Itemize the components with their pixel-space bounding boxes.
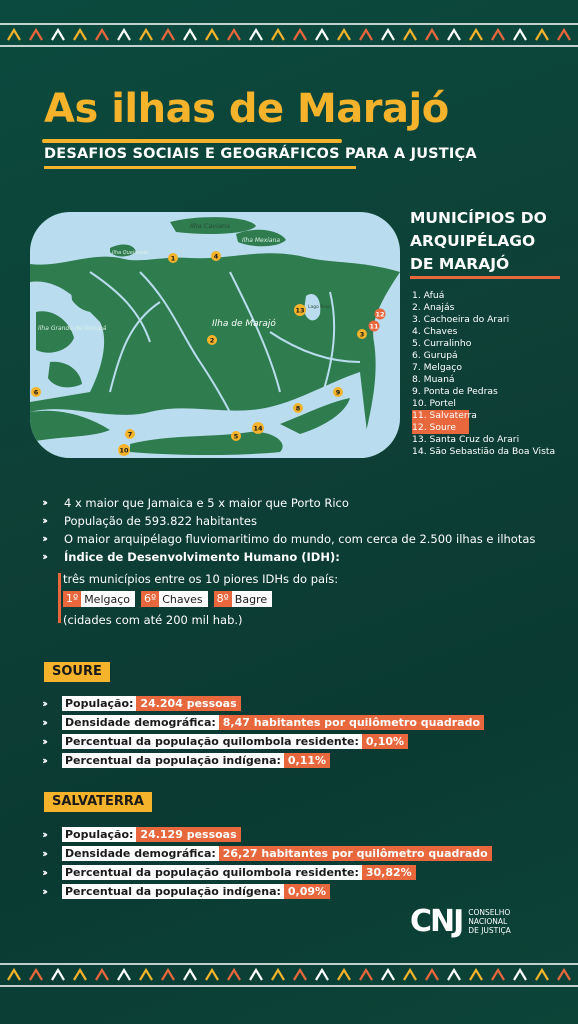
municipios-title xyxy=(410,207,547,276)
chevron-right-icon: ›› xyxy=(42,827,46,841)
soure-stat-row: ›› Percentual da população indígena: 0,11% xyxy=(42,752,330,768)
list-item: 14. São Sebastião da Boa Vista xyxy=(412,446,556,457)
label-queimada: Ilha Queimada xyxy=(112,250,149,256)
soure-tag: SOURE xyxy=(44,662,110,682)
map-marker-6 xyxy=(31,387,41,397)
cnj-logo-text: CONSELHO NACIONAL DE JUSTIÇA xyxy=(468,908,511,935)
marajo-map xyxy=(30,212,400,458)
svg-text:10: 10 xyxy=(119,446,129,455)
list-item: 9. Ponta de Pedras xyxy=(412,386,498,397)
chevron-right-icon: ›› xyxy=(42,753,46,767)
list-item: 6. Gurupá xyxy=(412,350,458,361)
chevron-right-icon: ›› xyxy=(42,884,46,898)
map-marker-4 xyxy=(211,251,221,261)
list-item: 3. Cachoeira do Arari xyxy=(412,314,510,325)
idh-chip: 8º Bagre xyxy=(214,591,273,607)
subtitle-underline xyxy=(44,166,356,169)
label-lago: Lago Arari xyxy=(308,305,332,310)
fact-item: ›› 4 x maior que Jamaica e 5 x maior que Porto Rico xyxy=(42,496,349,510)
idh-chips xyxy=(63,591,272,607)
chevron-right-icon: ›› xyxy=(42,734,46,748)
facts-list xyxy=(42,494,535,566)
municipios-title-line1: MUNICÍPIOS DO xyxy=(410,209,547,227)
map-marker-3 xyxy=(357,329,367,339)
salvaterra-tag: SALVATERRA xyxy=(44,792,152,812)
soure-stat-row: ›› População: 24.204 pessoas xyxy=(42,695,241,711)
svg-text:3: 3 xyxy=(359,330,365,339)
map-marker-8 xyxy=(293,403,303,413)
svg-text:13: 13 xyxy=(295,306,305,315)
map-marker-2 xyxy=(207,335,217,345)
svg-text:14: 14 xyxy=(253,424,263,433)
list-item: 8. Muaná xyxy=(412,374,455,385)
salvaterra-stat-row: ›› Densidade demográfica: 26,27 habitantes por quilômetro quadrado xyxy=(42,845,492,861)
svg-text:6: 6 xyxy=(33,388,39,397)
map-marker-14 xyxy=(252,422,264,434)
chevron-right-icon: ›› xyxy=(42,550,46,563)
list-item-highlight: 11. Salvaterra xyxy=(412,410,477,421)
label-marajo: Ilha de Marajó xyxy=(212,319,276,329)
chevron-right-icon: ›› xyxy=(42,496,46,509)
soure-stat-row: ›› Densidade demográfica: 8,47 habitantes por quilômetro quadrado xyxy=(42,714,484,730)
map-marker-11 xyxy=(369,321,380,332)
list-item: 10. Portel xyxy=(412,398,456,409)
svg-text:7: 7 xyxy=(127,430,133,439)
svg-text:4: 4 xyxy=(213,252,219,261)
salvaterra-stat-row: ›› Percentual da população quilombola residente: 30,82% xyxy=(42,864,416,880)
list-item-highlight: 12. Soure xyxy=(412,422,469,434)
list-item: 5. Curralinho xyxy=(412,338,472,349)
municipios-list xyxy=(412,290,555,458)
chevron-right-icon: ›› xyxy=(42,514,46,527)
fact-item: ›› O maior arquipélago fluviomaritimo do mundo, com cerca de 2.500 ilhas e ilhotas xyxy=(42,532,536,546)
idh-chip: 6º Chaves xyxy=(141,591,208,607)
map-marker-1 xyxy=(168,253,178,263)
svg-text:1: 1 xyxy=(170,254,176,263)
chevron-right-icon: ›› xyxy=(42,696,46,710)
idh-note: (cidades com até 200 mil hab.) xyxy=(63,613,243,627)
map-marker-9 xyxy=(333,387,343,397)
bottom-pattern-border xyxy=(0,962,578,988)
idh-chip: 1º Melgaço xyxy=(63,591,135,607)
fact-item: ›› Índice de Desenvolvimento Humano (IDH): xyxy=(42,550,340,564)
list-item: 7. Melgaço xyxy=(412,362,462,373)
title-underline xyxy=(42,139,342,143)
list-item: 4. Chaves xyxy=(412,326,458,337)
municipios-title-line2: ARQUIPÉLAGO xyxy=(410,232,536,250)
svg-text:9: 9 xyxy=(335,388,341,397)
map-marker-7 xyxy=(125,429,135,439)
chevron-right-icon: ›› xyxy=(42,865,46,879)
municipios-title-line3: DE MARAJÓ xyxy=(410,255,510,273)
map-marker-13 xyxy=(294,304,306,316)
label-caviana: Ilha Caviana xyxy=(190,222,231,230)
soure-stat-row: ›› Percentual da população quilombola residente: 0,10% xyxy=(42,733,408,749)
label-mexiana: Ilha Mexiana xyxy=(242,237,281,244)
idh-accent-bar xyxy=(58,573,61,623)
label-grande-gurupa: Ilha Grande de Gurupá xyxy=(38,325,107,332)
fact-item: ›› População de 593.822 habitantes xyxy=(42,514,257,528)
chevron-right-icon: ›› xyxy=(42,715,46,729)
chevron-right-icon: ›› xyxy=(42,532,46,545)
list-item: 1. Afuá xyxy=(412,290,445,301)
page-title: As ilhas de Marajó xyxy=(44,86,449,132)
salvaterra-stat-row: ›› População: 24.129 pessoas xyxy=(42,826,241,842)
svg-text:5: 5 xyxy=(233,432,239,441)
cnj-logo-mark: CNJ xyxy=(410,904,463,939)
cnj-logo xyxy=(410,904,511,939)
page-subtitle: DESAFIOS SOCIAIS E GEOGRÁFICOS PARA A JUSTIÇA xyxy=(44,146,477,162)
map-marker-12 xyxy=(375,309,386,320)
salvaterra-stat-row: ›› Percentual da população indígena: 0,09% xyxy=(42,883,330,899)
idh-text: três municípios entre os 10 piores IDHs do país: xyxy=(63,572,339,586)
municipios-divider xyxy=(410,276,560,279)
map-marker-5 xyxy=(231,431,241,441)
list-item: 2. Anajás xyxy=(412,302,455,313)
list-item: 13. Santa Cruz do Arari xyxy=(412,434,520,445)
top-pattern-border xyxy=(0,22,578,48)
svg-text:11: 11 xyxy=(369,322,379,331)
chevron-right-icon: ›› xyxy=(42,846,46,860)
svg-text:12: 12 xyxy=(375,310,385,319)
svg-text:8: 8 xyxy=(295,404,301,413)
svg-text:2: 2 xyxy=(209,336,215,345)
map-marker-10 xyxy=(118,444,130,456)
